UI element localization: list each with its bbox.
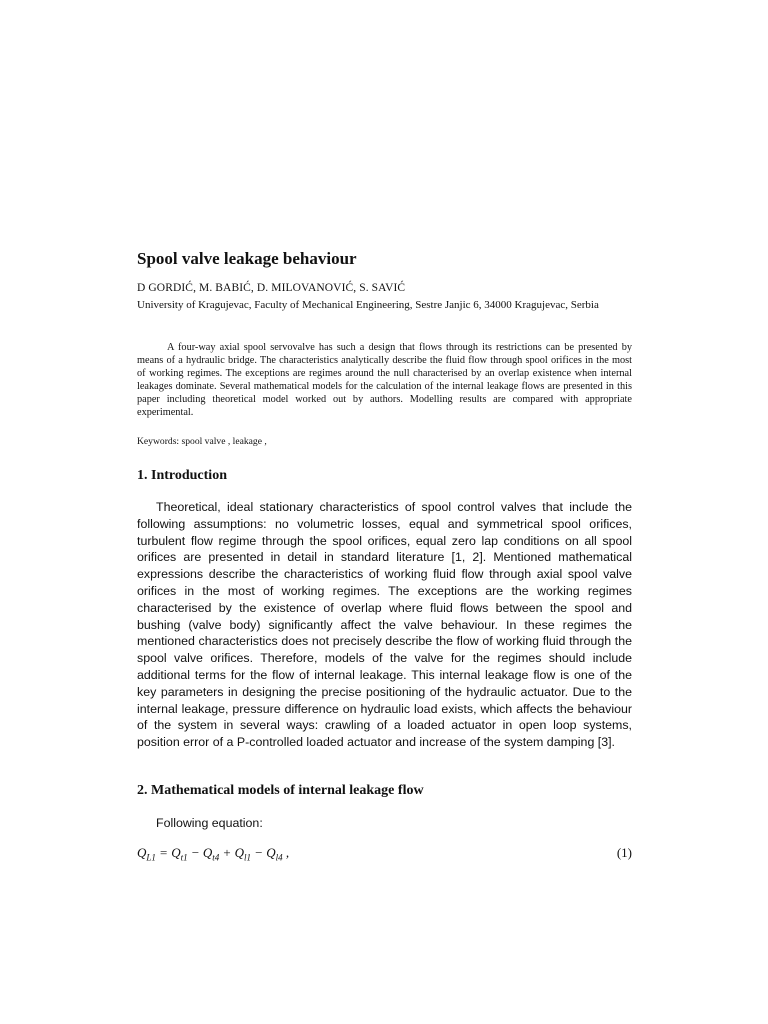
eq-term-3: Q — [234, 845, 244, 860]
eq-term-1: Q — [171, 845, 181, 860]
eq-equals: = — [155, 845, 172, 860]
eq-term-3-sub: l1 — [243, 852, 251, 863]
equation-body — [137, 845, 290, 863]
eq-term-4: Q — [266, 845, 276, 860]
paper-affiliation: University of Kragujevac, Faculty of Mechanical Engineering, Sestre Janjic 6, 34000 Kragujevac, Serbia — [137, 299, 599, 311]
eq-term-1-sub: t1 — [180, 852, 188, 863]
eq-lhs: Q — [137, 845, 147, 860]
eq-term-2-sub: t4 — [212, 852, 220, 863]
eq-minus-1: − — [187, 845, 203, 860]
eq-plus: + — [219, 845, 235, 860]
eq-term-4-sub: l4 — [275, 852, 283, 863]
introduction-paragraph: Theoretical, ideal stationary characteristics of spool control valves that include the following assumptions: no volumetric losses, equal and symmetrical spool orifices, turbulent flow regime through the spool orifices, equal zero lap conditions on all spool orifices are presented in detail in standard literature [1, 2]. Mentioned mathematical expressions describe the characteristics of working fluid flow through axial spool valve orifices in the most of working regimes. The exceptions are the working regimes characterised by the existence of overlap where fluid flows between the spool and bushing (valve body) significantly affect the valve behaviour. In these regimes the mentioned characteristics does not precisely describe the flow of working fluid through the spool valve orifices. Therefore, models of the valve for the regimes should include additional terms for the flow of internal leakage. This internal leakage flow is one of the key parameters in designing the precise positioning of the hydraulic actuator. Due to the internal leakage, pressure difference on hydraulic load exists, which affects the behaviour of the system in several ways: crawling of a loaded actuator in open loop systems, position error of a P-controlled loaded actuator and increase of the system damping [3]. — [137, 500, 632, 750]
section-heading-mathematical-models: 2. Mathematical models of internal leakage flow — [137, 783, 424, 798]
paper-abstract: A four-way axial spool servovalve has such a design that flows through its restrictions can be presented by means of a hydraulic bridge. The characteristics analytically describe the fluid flow through spool orifices in the most of working regimes. The exceptions are regimes around the null characterised by an overlap existence when internal leakages dominate. Several mathematical models for the calculation of the internal leakage flows are presented in this paper including theoretical model worked out by authors. Modelling results are compared with appropriate experimental. — [137, 342, 632, 419]
equation-number: (1) — [616, 845, 632, 860]
eq-minus-2: − — [250, 845, 267, 860]
section-heading-introduction: 1. Introduction — [137, 468, 227, 483]
paper-authors: D GORDIĆ, M. BABIĆ, D. MILOVANOVIĆ, S. SAVIĆ — [137, 282, 406, 294]
eq-end: , — [282, 845, 290, 860]
equation-intro-text: Following equation: — [156, 816, 263, 830]
eq-lhs-sub: L1 — [146, 852, 156, 863]
paper-keywords: Keywords: spool valve , leakage , — [137, 436, 267, 447]
equation-1 — [137, 845, 632, 863]
paper-title: Spool valve leakage behaviour — [137, 249, 357, 268]
eq-term-2: Q — [202, 845, 213, 860]
